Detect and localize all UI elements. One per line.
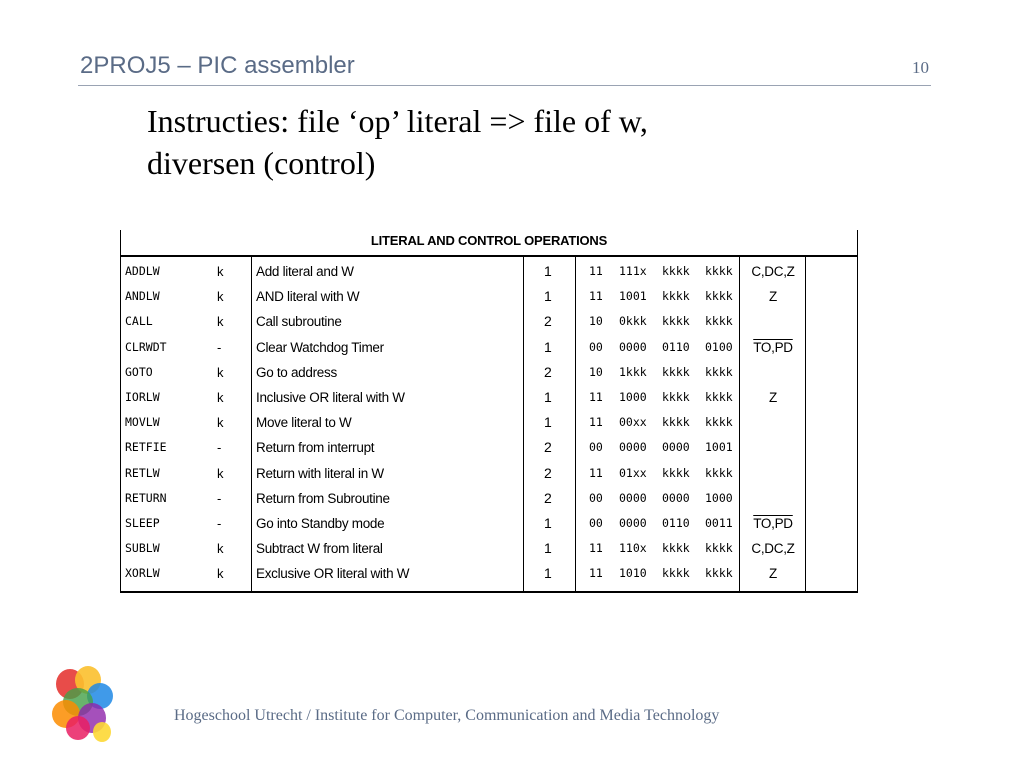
cycles-cell: 1 (544, 515, 552, 531)
status-affected-cell (742, 486, 804, 511)
status-affected-cell: C,DC,Z (751, 264, 795, 279)
mnemonic-cell: MOVLW (125, 415, 160, 430)
opcode-bits-cell: kkkk (705, 264, 733, 278)
table-bottom-rule (120, 591, 858, 593)
mnemonic-cell: RETLW (125, 465, 160, 480)
operand-cell: k (217, 415, 224, 431)
page-number: 10 (912, 58, 929, 77)
description-cell: Go into Standby mode (256, 516, 385, 531)
status-affected-cell: C,DC,Z (751, 541, 795, 557)
opcode-bits-cell: 110x (619, 541, 647, 556)
description-cell: Subtract W from literal (256, 541, 383, 557)
table-row (120, 410, 858, 435)
opcode-bits-cell: 0110 (662, 339, 690, 354)
operand-cell: k (217, 364, 224, 380)
cycles-cell: 2 (544, 464, 552, 481)
mnemonic-cell: ANDLW (125, 289, 160, 304)
mnemonic-cell: SUBLW (125, 541, 160, 556)
description-cell: Move literal to W (256, 415, 352, 431)
opcode-bits-cell: kkkk (705, 415, 733, 430)
opcode-bits-cell: 10 (589, 314, 603, 329)
header-divider (78, 85, 931, 86)
opcode-bits-cell: 01xx (619, 465, 647, 480)
opcode-bits-cell: 111x (619, 264, 647, 278)
literal-control-operations-table (120, 230, 858, 593)
opcode-bits-cell: 0000 (619, 516, 647, 530)
operand-cell: - (217, 440, 222, 456)
opcode-bits-cell: 11 (589, 415, 603, 430)
opcode-bits-cell: kkkk (705, 465, 733, 480)
table-heading-rule (120, 255, 858, 257)
mnemonic-cell: GOTO (125, 364, 153, 379)
table-row (120, 385, 858, 410)
description-cell: Clear Watchdog Timer (256, 339, 384, 355)
operand-cell: k (217, 264, 224, 279)
opcode-bits-cell: kkkk (662, 415, 690, 430)
opcode-bits-cell: kkkk (662, 264, 690, 278)
operand-cell: - (217, 490, 222, 506)
footer-institution: Hogeschool Utrecht / Institute for Computer, Communication and Media Technology (174, 707, 720, 724)
table-row (120, 461, 858, 486)
opcode-bits-cell: 1001 (705, 440, 733, 455)
description-cell: AND literal with W (256, 289, 360, 305)
mnemonic-cell: IORLW (125, 390, 160, 404)
table-row (120, 561, 858, 586)
opcode-bits-cell: kkkk (662, 465, 690, 480)
cycles-cell: 2 (544, 363, 552, 380)
opcode-bits-cell: 0110 (662, 516, 690, 530)
table-row (120, 486, 858, 511)
opcode-bits-cell: 11 (589, 465, 603, 480)
status-affected-cell: Z (769, 390, 777, 405)
opcode-bits-cell: 1001 (619, 289, 647, 304)
opcode-bits-cell: 11 (589, 390, 603, 404)
slide-title-line-1: Instructies: file ‘op’ literal => file of w, (147, 103, 648, 139)
opcode-bits-cell: kkkk (662, 390, 690, 404)
opcode-bits-cell: 0011 (705, 516, 733, 530)
operand-cell: k (217, 289, 224, 305)
operand-cell: k (217, 465, 224, 481)
opcode-bits-cell: 11 (589, 541, 603, 556)
opcode-bits-cell: 0000 (619, 339, 647, 354)
opcode-bits-cell: 00 (589, 339, 603, 354)
cycles-cell: 2 (544, 489, 552, 506)
operand-cell: k (217, 390, 224, 405)
description-cell: Go to address (256, 364, 337, 380)
presentation-title: 2PROJ5 – PIC assembler (80, 52, 355, 79)
slide-title-line-2: diversen (control) (147, 145, 376, 181)
opcode-bits-cell: 11 (589, 289, 603, 304)
cycles-cell: 1 (544, 565, 552, 582)
description-cell: Inclusive OR literal with W (256, 390, 405, 405)
opcode-bits-cell: 0000 (662, 440, 690, 455)
table-heading: LITERAL AND CONTROL OPERATIONS (370, 233, 608, 248)
mnemonic-cell: CLRWDT (125, 339, 167, 354)
opcode-bits-cell: 00 (589, 490, 603, 505)
opcode-bits-cell: 11 (589, 264, 603, 278)
opcode-bits-cell: 0000 (619, 440, 647, 455)
opcode-bits-cell: kkkk (662, 541, 690, 556)
description-cell: Exclusive OR literal with W (256, 566, 410, 582)
opcode-bits-cell: kkkk (705, 541, 733, 556)
table-row (120, 335, 858, 360)
opcode-bits-cell: 00 (589, 440, 603, 455)
mnemonic-cell: RETURN (125, 490, 167, 505)
table-row (120, 284, 858, 309)
opcode-bits-cell: 0100 (705, 339, 733, 354)
hogeschool-logo (48, 662, 120, 746)
opcode-bits-cell: kkkk (662, 566, 690, 581)
status-affected-cell (742, 309, 804, 334)
opcode-bits-cell: 0000 (662, 490, 690, 505)
slide-title (147, 100, 867, 184)
description-cell: Return from Subroutine (256, 490, 390, 506)
status-affected-cell: TO,PD (753, 339, 793, 355)
mnemonic-cell: CALL (125, 314, 153, 329)
opcode-bits-cell: kkkk (705, 314, 733, 329)
cycles-cell: 2 (544, 313, 552, 330)
opcode-bits-cell: 00xx (619, 415, 647, 430)
opcode-bits-cell: kkkk (705, 289, 733, 304)
mnemonic-cell: SLEEP (125, 516, 160, 530)
opcode-bits-cell: 1000 (619, 390, 647, 404)
table-row (120, 309, 858, 334)
opcode-bits-cell: 00 (589, 516, 603, 530)
cycles-cell: 1 (544, 414, 552, 431)
opcode-bits-cell: 0kkk (619, 314, 647, 329)
opcode-bits-cell: kkkk (705, 566, 733, 581)
opcode-bits-cell: kkkk (705, 364, 733, 379)
status-affected-cell: TO,PD (753, 516, 793, 531)
cycles-cell: 1 (544, 540, 552, 557)
operand-cell: k (217, 566, 224, 582)
opcode-bits-cell: 1kkk (619, 364, 647, 379)
status-affected-cell (742, 435, 804, 460)
cycles-cell: 1 (544, 338, 552, 355)
opcode-bits-cell: kkkk (662, 289, 690, 304)
description-cell: Return with literal in W (256, 465, 384, 481)
status-affected-cell (742, 461, 804, 486)
mnemonic-cell: ADDLW (125, 264, 160, 278)
description-cell: Return from interrupt (256, 440, 375, 456)
table-row (120, 435, 858, 460)
status-affected-cell: Z (769, 289, 777, 305)
cycles-cell: 1 (544, 263, 552, 279)
operand-cell: k (217, 314, 224, 330)
status-affected-cell: Z (769, 566, 777, 582)
description-cell: Call subroutine (256, 314, 342, 330)
table-row (120, 360, 858, 385)
opcode-bits-cell: kkkk (662, 314, 690, 329)
table-row (120, 536, 858, 561)
table-row (120, 259, 858, 284)
description-cell: Add literal and W (256, 264, 354, 279)
operand-cell: k (217, 541, 224, 557)
opcode-bits-cell: 0000 (619, 490, 647, 505)
mnemonic-cell: RETFIE (125, 440, 167, 455)
table-row (120, 511, 858, 536)
opcode-bits-cell: 11 (589, 566, 603, 581)
operand-cell: - (217, 516, 222, 531)
operand-cell: - (217, 339, 222, 355)
cycles-cell: 2 (544, 439, 552, 456)
opcode-bits-cell: 10 (589, 364, 603, 379)
opcode-bits-cell: kkkk (662, 364, 690, 379)
status-affected-cell (742, 410, 804, 435)
status-affected-cell (742, 360, 804, 385)
cycles-cell: 1 (544, 389, 552, 405)
opcode-bits-cell: 1000 (705, 490, 733, 505)
opcode-bits-cell: 1010 (619, 566, 647, 581)
mnemonic-cell: XORLW (125, 566, 160, 581)
opcode-bits-cell: kkkk (705, 390, 733, 404)
cycles-cell: 1 (544, 288, 552, 305)
